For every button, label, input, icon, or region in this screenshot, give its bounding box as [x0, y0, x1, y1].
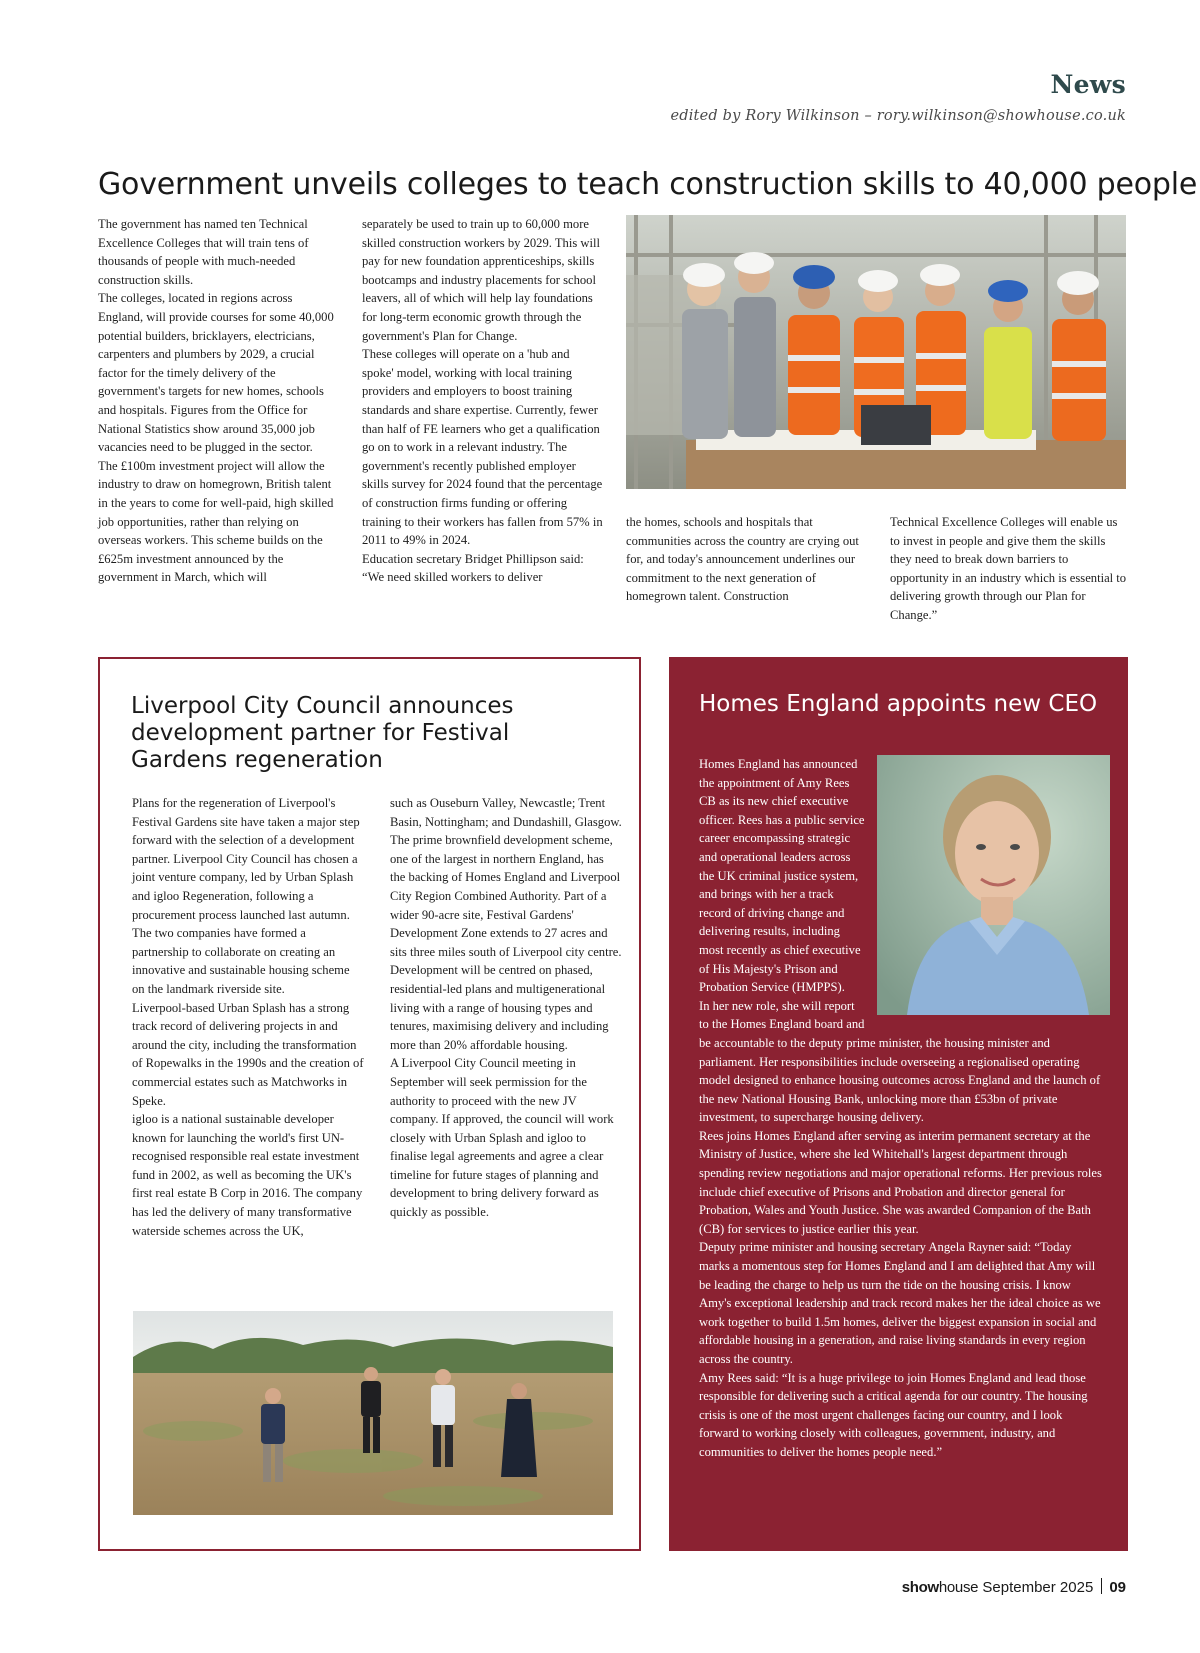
- paragraph: Technical Excellence Colleges will enable us to invest in people and give them the skills they need to break down barriers to opportunity in an industry which is essential to delivering growth through our Plan for Change.”: [890, 515, 1127, 622]
- main-story-column-2: [362, 215, 604, 587]
- paragraph: In her new role, she will report to the Homes England board and be accountable to the deputy prime minister, the housing minister and parliament. Her responsibilities include overseeing a regionalised operating model designed to enhance housing outcomes across England and the launch of the new National Housing Bank, unlocking more than £53bn of private investment, to supercharge housing delivery.: [699, 998, 1101, 1125]
- liverpool-story-box: [98, 657, 641, 1551]
- festival-gardens-site-photo: [133, 1311, 613, 1515]
- section-title: News: [1050, 70, 1126, 99]
- construction-team-photo: [626, 215, 1126, 489]
- paragraph: The government has named ten Technical Excellence Colleges that will train tens of thousands of people with much-needed construction skills.: [98, 217, 309, 287]
- main-story-column-4: [890, 513, 1130, 625]
- homes-england-body: [699, 755, 1104, 1462]
- main-story-column-1: [98, 215, 338, 587]
- paragraph: These colleges will operate on a 'hub and spoke' model, working with local training providers and employers to boost training standards and share expertise. Currently, fewer than half of FE learners who get a qualification go on to work in a relevant industry. The government's recently published employer skills survey for 2024 found that the percentage of construction firms funding or offering training to their workers has fallen from 57% in 2011 to 49% in 2024.: [362, 347, 603, 548]
- footer-divider: [1101, 1578, 1102, 1594]
- paragraph: Deputy prime minister and housing secretary Angela Rayner said: “Today marks a momentous step for Homes England and I am delighted that Amy will be leading the charge to help us turn the tide on the housing crisis. I know Amy's exceptional leadership and track record makes her the ideal choice as we work together to build 1.5m homes, deliver the biggest expansion in social and affordable housing in a generation, and raise living standards in every region across the country.: [699, 1240, 1101, 1366]
- brand-name-bold: show: [901, 1579, 939, 1596]
- paragraph: the homes, schools and hospitals that communities across the country are crying out for, and today's announcement underlines our commitment to the next generation of homegrown talent. Construction: [626, 515, 859, 604]
- paragraph: The colleges, located in regions across England, will provide courses for some 40,000 potential builders, bricklayers, electricians, carpenters and plumbers by 2029, a crucial factor for the timely delivery of the government's targets for new homes, schools and hospitals. Figures from the Office for National Statistics show around 35,000 job vacancies need to be plugged in the sector.: [98, 291, 334, 455]
- homes-england-headline: Homes England appoints new CEO: [699, 691, 1098, 717]
- liverpool-column-1: [132, 794, 364, 1240]
- issue-date: September 2025: [982, 1579, 1094, 1596]
- main-story-column-3: [626, 513, 866, 606]
- paragraph: such as Ouseburn Valley, Newcastle; Trent Basin, Nottingham; and Dundashill, Glasgow.: [390, 796, 622, 829]
- paragraph: Education secretary Bridget Phillipson said: “We need skilled workers to deliver: [362, 551, 584, 585]
- page-number: 09: [1109, 1579, 1126, 1596]
- paragraph: igloo is a national sustainable developer known for launching the world's first UN-recognised responsible real estate investment fund in 2002, as well as becoming the UK's first real estate B Corp in 2016. The company has led the delivery of many transformative waterside schemes across the UK,: [132, 1112, 363, 1238]
- amy-rees-portrait: [877, 755, 1110, 1015]
- paragraph: separately be used to train up to 60,000 more skilled construction workers by 2029. This will pay for new foundation apprenticeships, skills bootcamps and industry placements for school leavers, all of which will help lay foundations for long-term economic growth through the government's Plan for Change.: [362, 217, 600, 343]
- liverpool-column-2: [390, 794, 622, 1222]
- paragraph: The £100m investment project will allow the industry to draw on homegrown, British talent in the years to come for well-paid, high skilled job opportunities, rather than relying on overseas workers. This scheme builds on the £625m investment announced by the government in March, which will: [98, 458, 334, 585]
- page-footer: [902, 1578, 1126, 1596]
- paragraph: Amy Rees said: “It is a huge privilege to join Homes England and lead those responsible for delivering such a critical agenda for our country. The housing crisis is one of the most urgent challenges facing our country, and I look forward to working closely with colleagues, government, industry, and communities to deliver the homes people need.”: [699, 1370, 1088, 1459]
- brand-name-light: house: [938, 1579, 979, 1596]
- paragraph: Liverpool-based Urban Splash has a strong track record of delivering projects in and around the city, including the transformation of Ropewalks in the 1990s and the creation of commercial estates such as Matchworks in Speke.: [132, 1000, 364, 1108]
- main-headline: Government unveils colleges to teach construction skills to 40,000 people: [98, 167, 1198, 202]
- paragraph: Rees joins Homes England after serving as interim permanent secretary at the Ministry of Justice, where she led Whitehall's largest department through spending review negotiations and major operational reforms. Her previous roles include chief executive of Prisons and Probation and director general for Probation, Wales and Youth Justice. She was awarded Companion of the Bath (CB) for services to justice earlier this year.: [699, 1128, 1102, 1236]
- paragraph: The prime brownfield development scheme, one of the largest in northern England, has the backing of Homes England and Liverpool City Region Combined Authority. Part of a wider 90-acre site, Festival Gardens' Development Zone extends to 27 acres and sits three miles south of Liverpool city centre. Development will be centred on phased, residential-led plans and multigenerational living with a range of housing types and tenures, maximising delivery and including more than 20% affordable housing.: [390, 833, 622, 1052]
- paragraph: Plans for the regeneration of Liverpool's Festival Gardens site have taken a major step forward with the selection of a development partner. Liverpool City Council has chosen a joint venture company, led by Urban Splash and igloo Regeneration, following a procurement process launched last autumn. The two companies have formed a partnership to collaborate on creating an innovative and sustainable housing scheme on the landmark riverside site.: [132, 796, 360, 996]
- liverpool-headline: Liverpool City Council announces development partner for Festival Gardens regeneration: [131, 693, 514, 773]
- paragraph: A Liverpool City Council meeting in September will seek permission for the authority to proceed with the new JV company. If approved, the council will work closely with Urban Splash and igloo to finalise legal agreements and agree a clear timeline for future stages of planning and development to bring delivery forward as quickly as possible.: [390, 1056, 614, 1220]
- editor-credit: edited by Rory Wilkinson – rory.wilkinson@showhouse.co.uk: [670, 108, 1126, 124]
- paragraph: Homes England has announced the appointment of Amy Rees CB as its new chief executive officer. Rees has a public service career encompassing strategic and operational leaders across the UK criminal justice system, and brings with her a track record of driving change and delivering results, including most recently as chief executive of His Majesty's Prison and Probation Service (HMPPS).: [699, 757, 865, 995]
- homes-england-story-box: [669, 657, 1128, 1551]
